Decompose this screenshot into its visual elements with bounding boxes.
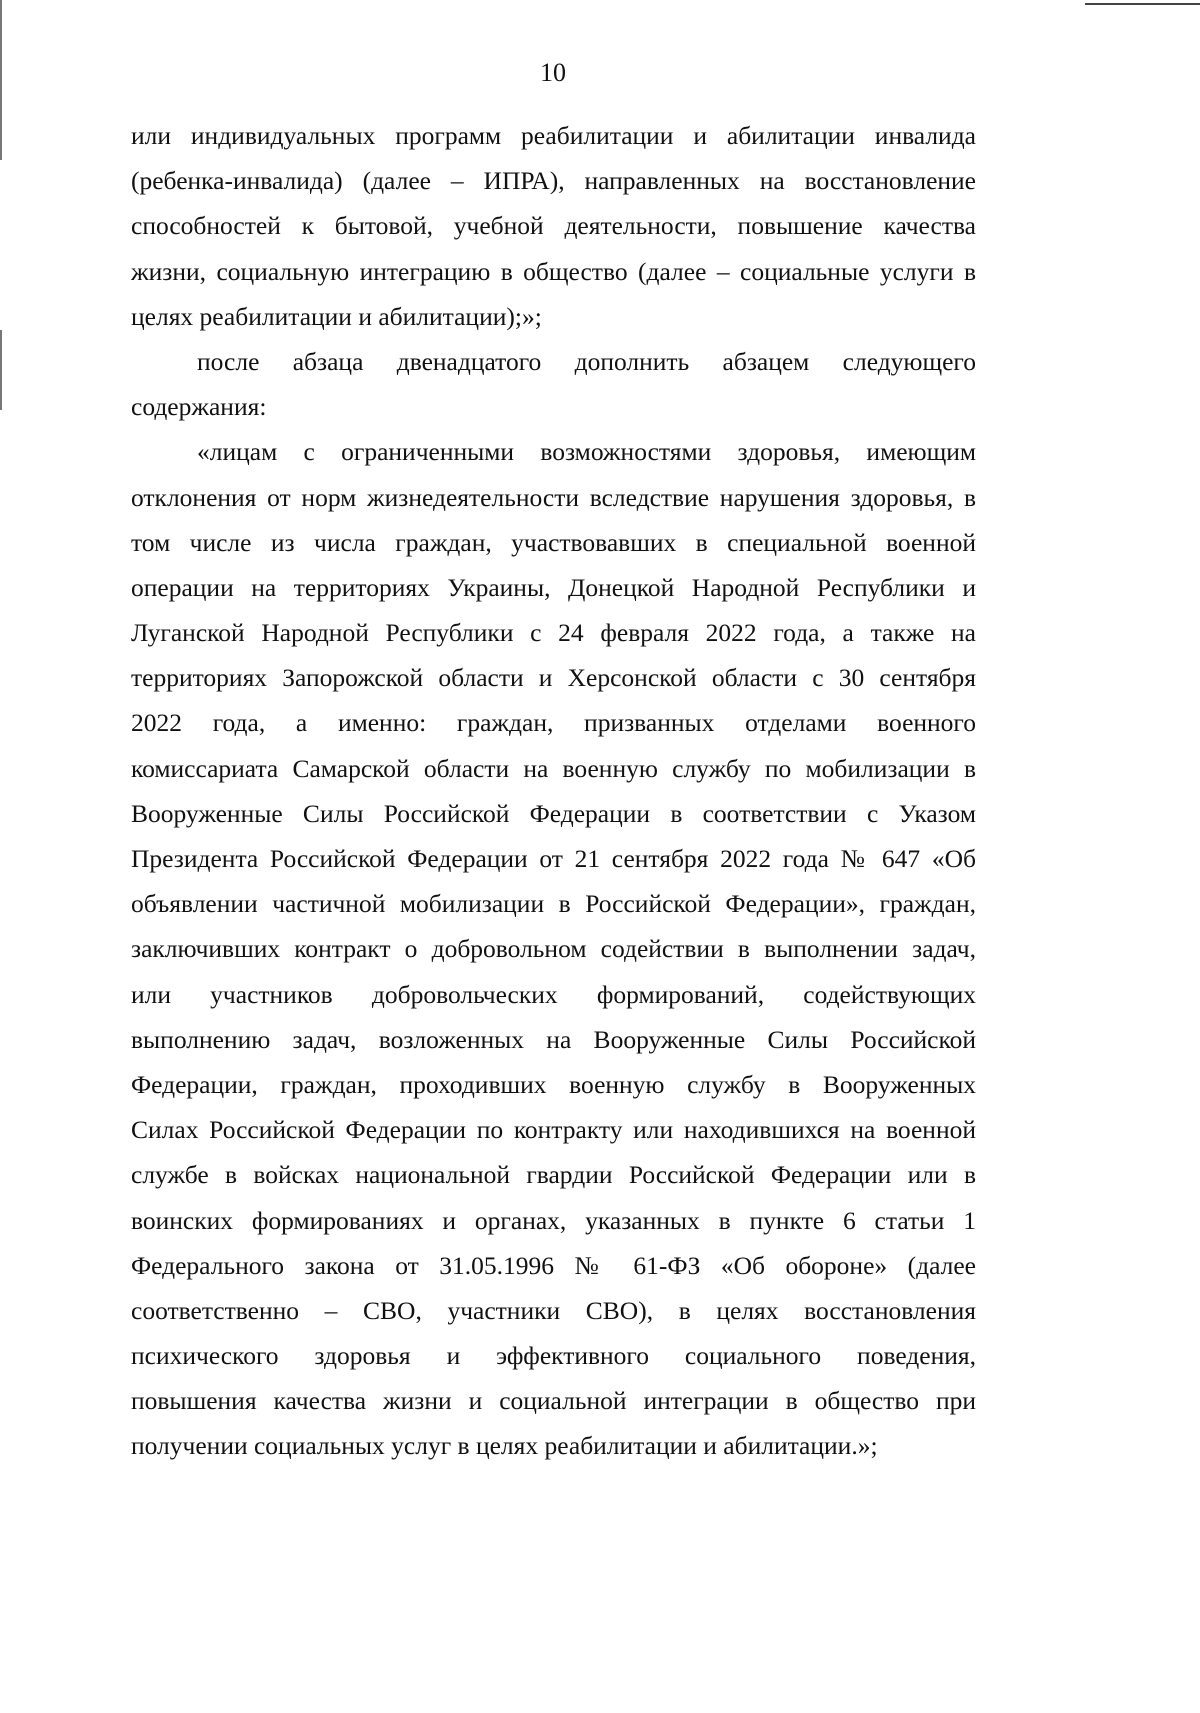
text-line: операции на территориях Украины, Донецкой Народной Республики и <box>131 572 976 602</box>
paragraph <box>131 113 976 339</box>
scan-edge-mark <box>1085 3 1200 5</box>
text-line: повышения качества жизни и социальной интеграции в общество при <box>131 1386 976 1416</box>
page-number-text: 10 <box>540 58 566 87</box>
text-line: соответственно – СВО, участники СВО), в целях восстановления <box>131 1295 976 1325</box>
document-body <box>131 113 976 1469</box>
text-line: или участников добровольческих формирований, содействующих <box>131 979 976 1009</box>
text-line: «лицам с ограниченными возможностями здоровья, имеющим <box>197 437 976 467</box>
text-line: после абзаца двенадцатого дополнить абзацем следующего <box>197 346 976 376</box>
text-line: том числе из числа граждан, участвовавших в специальной военной <box>131 527 976 557</box>
text-line: целях реабилитации и абилитации);»; <box>131 301 542 331</box>
text-line: объявлении частичной мобилизации в Российской Федерации», граждан, <box>131 889 976 919</box>
text-line: психического здоровья и эффективного социального поведения, <box>131 1341 976 1371</box>
text-line: Федерации, граждан, проходивших военную службу в Вооруженных <box>131 1069 976 1099</box>
text-line: воинских формированиях и органах, указанных в пункте 6 статьи 1 <box>131 1205 976 1235</box>
text-line: комиссариата Самарской области на военную службу по мобилизации в <box>131 753 976 783</box>
text-line: территориях Запорожской области и Херсонской области с 30 сентября <box>131 663 976 693</box>
text-line: Вооруженные Силы Российской Федерации в соответствии с Указом <box>131 798 976 828</box>
paragraph <box>131 429 976 1468</box>
paragraph <box>131 339 976 429</box>
page-number <box>0 58 1200 88</box>
text-line: 2022 года, а именно: граждан, призванных отделами военного <box>131 708 976 738</box>
text-line: службе в войсках национальной гвардии Российской Федерации или в <box>131 1160 976 1190</box>
text-line: выполнению задач, возложенных на Вооруженные Силы Российской <box>131 1024 976 1054</box>
text-line: жизни, социальную интеграцию в общество (далее – социальные услуги в <box>131 256 976 286</box>
text-line: Силах Российской Федерации по контракту или находившихся на военной <box>131 1115 976 1145</box>
text-line: или индивидуальных программ реабилитации и абилитации инвалида <box>131 121 976 150</box>
text-line: Федерального закона от 31.05.1996 № 61-ФЗ «Об обороне» (далее <box>131 1250 976 1280</box>
text-line: содержания: <box>131 392 267 422</box>
text-line: отклонения от норм жизнедеятельности вследствие нарушения здоровья, в <box>131 482 976 512</box>
scan-margin-mark <box>0 330 2 410</box>
text-line: способностей к бытовой, учебной деятельности, повышение качества <box>131 211 976 241</box>
text-line: Президента Российской Федерации от 21 сентября 2022 года № 647 «Об <box>131 844 976 873</box>
text-line: Луганской Народной Республики с 24 февраля 2022 года, а также на <box>131 618 976 648</box>
text-line: получении социальных услуг в целях реабилитации и абилитации.»; <box>131 1431 878 1461</box>
text-line: (ребенка-инвалида) (далее – ИПРА), направленных на восстановление <box>131 166 976 196</box>
text-line: заключивших контракт о добровольном содействии в выполнении задач, <box>131 934 976 964</box>
